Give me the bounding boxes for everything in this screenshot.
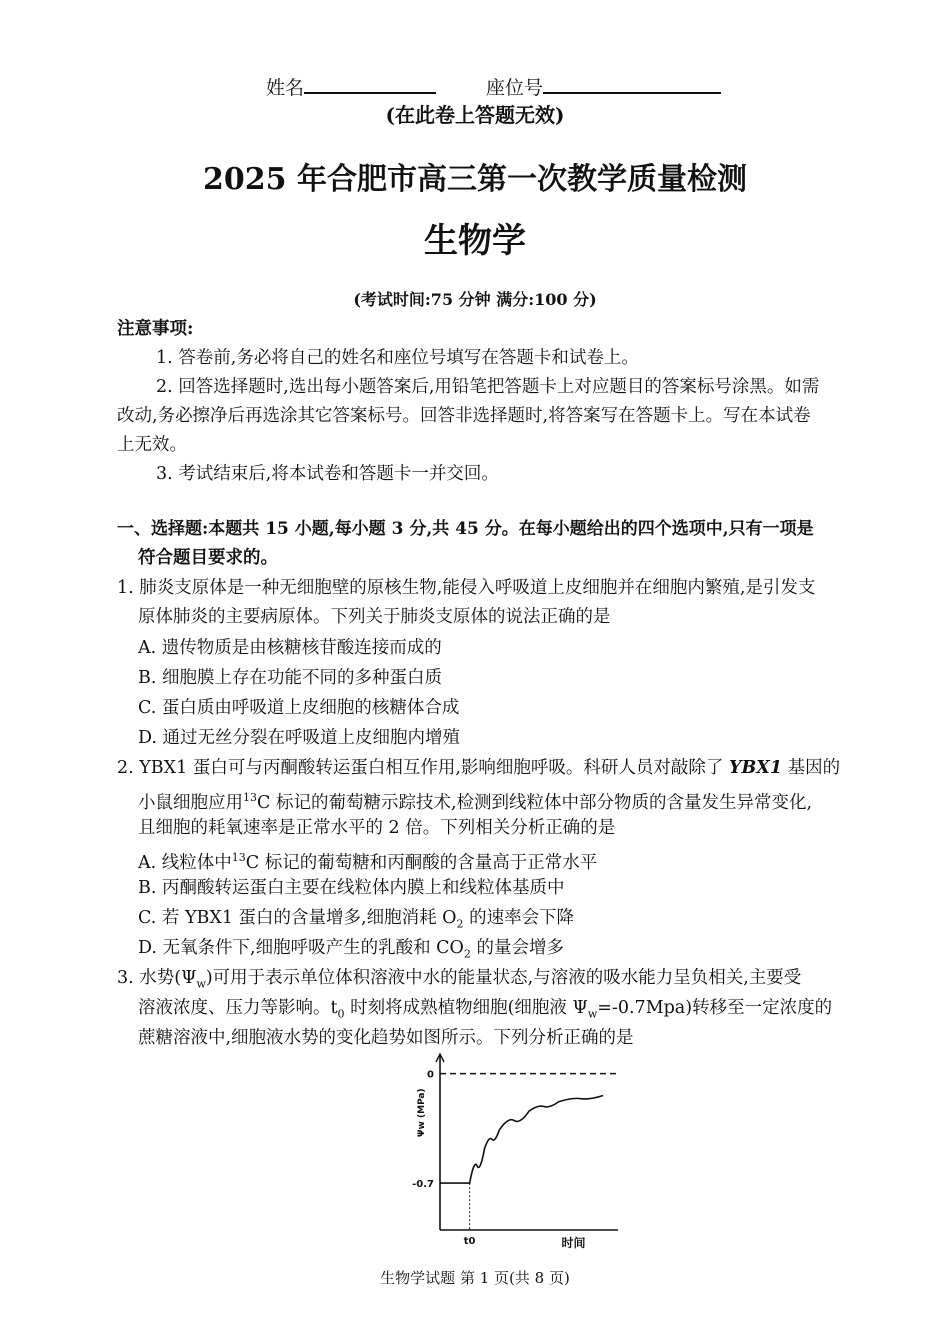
name-label: 姓名 xyxy=(266,77,305,99)
section1-header-line1: 一、选择题:本题共 15 小题,每小题 3 分,共 45 分。在每小题给出的四个选项中,只有一项是 xyxy=(117,519,814,539)
q1-option-c: C. 蛋白质由呼吸道上皮细胞的核糖体合成 xyxy=(138,698,460,718)
seat-label: 座位号 xyxy=(486,77,544,99)
water-potential-chart xyxy=(398,1050,628,1250)
q1-option-d: D. 通过无丝分裂在呼吸道上皮细胞内增殖 xyxy=(138,728,461,748)
chart-axes xyxy=(412,1054,618,1250)
page-footer: 生物学试题 第 1 页(共 8 页) xyxy=(380,1269,570,1287)
q2-stem-line3: 且细胞的耗氧速率是正常水平的 2 倍。下列相关分析正确的是 xyxy=(138,818,616,838)
q2-option-c: C. 若 YBX1 蛋白的含量增多,细胞消耗 $O_2$ 的速率会下降 xyxy=(138,908,575,931)
invalid-notice: (在此卷上答题无效) xyxy=(385,103,565,127)
water-potential-curve xyxy=(440,1096,603,1184)
q2-gene-name: YBX1 xyxy=(728,758,782,778)
name-blank[interactable] xyxy=(304,72,436,94)
y-axis-label: Ψw (MPa) xyxy=(417,1088,427,1138)
y-tick-label: -0.7 xyxy=(412,1179,434,1191)
instruction-2-line1: 2. 回答选择题时,选出每小题答案后,用铅笔把答题卡上对应题目的答案标号涂黑。如需 xyxy=(156,377,820,397)
q1-stem-line2: 原体肺炎的主要病原体。下列关于肺炎支原体的说法正确的是 xyxy=(138,607,611,627)
q2-stem-line1: 2. YBX1 蛋白可与丙酮酸转运蛋白相互作用,影响细胞呼吸。科研人员对敲除了 YBX1 基因的 xyxy=(117,758,841,778)
y-tick-label: 0 xyxy=(427,1069,434,1081)
q1-option-a: A. 遗传物质是由核糖核苷酸连接而成的 xyxy=(138,638,442,658)
chart-marks xyxy=(440,1096,603,1184)
instruction-3: 3. 考试结束后,将本试卷和答题卡一并交回。 xyxy=(156,464,499,484)
section1-header-line2: 符合题目要求的。 xyxy=(138,548,278,568)
q1-stem-line1: 1. 肺炎支原体是一种无细胞壁的原核生物,能侵入呼吸道上皮细胞并在细胞内繁殖,是引发支 xyxy=(117,578,816,598)
q3-stem-line1: 3. 水势$(\Psi_w)$可用于表示单位体积溶液中水的能量状态,与溶液的吸水能力呈负相关,主要受 xyxy=(117,968,802,991)
instruction-2-line2: 改动,务必擦净后再选涂其它答案标号。回答非选择题时,将答案写在答题卡上。写在本试卷 xyxy=(117,406,811,426)
instruction-1: 1. 答卷前,务必将自己的姓名和座位号填写在答题卡和试卷上。 xyxy=(156,348,639,368)
x-axis-label: 时间 xyxy=(561,1236,586,1250)
x-tick-label: t0 xyxy=(463,1236,476,1247)
q3-stem-line2: 溶液浓度、压力等影响。$t_0$ 时刻将成熟植物细胞(细胞液 $\Psi_w=-0.7Mpa$)转移至一定浓度的 xyxy=(138,998,833,1021)
instructions-heading: 注意事项: xyxy=(117,319,194,339)
name-field xyxy=(266,72,436,101)
exam-title: 2025 年合肥市高三第一次教学质量检测 xyxy=(203,162,747,197)
subject-title: 生物学 xyxy=(424,221,526,261)
q2-stem-line2: 小鼠细胞应用$^{13}$C 标记的葡萄糖示踪技术,检测到线粒体中部分物质的含量发生异常变化, xyxy=(138,791,813,813)
q2-option-d: D. 无氧条件下,细胞呼吸产生的乳酸和 $CO_2$ 的量会增多 xyxy=(138,938,564,961)
exam-info: (考试时间:75 分钟 满分:100 分) xyxy=(353,290,597,309)
seat-field xyxy=(486,72,721,101)
q3-stem-line3: 蔗糖溶液中,细胞液水势的变化趋势如图所示。下列分析正确的是 xyxy=(138,1028,634,1048)
q2-option-b: B. 丙酮酸转运蛋白主要在线粒体内膜上和线粒体基质中 xyxy=(138,878,565,898)
q2-option-a: A. 线粒体中$^{13}$C 标记的葡萄糖和丙酮酸的含量高于正常水平 xyxy=(138,851,598,873)
q1-option-b: B. 细胞膜上存在功能不同的多种蛋白质 xyxy=(138,668,442,688)
instruction-2-line3: 上无效。 xyxy=(117,435,187,455)
seat-blank[interactable] xyxy=(543,72,721,94)
